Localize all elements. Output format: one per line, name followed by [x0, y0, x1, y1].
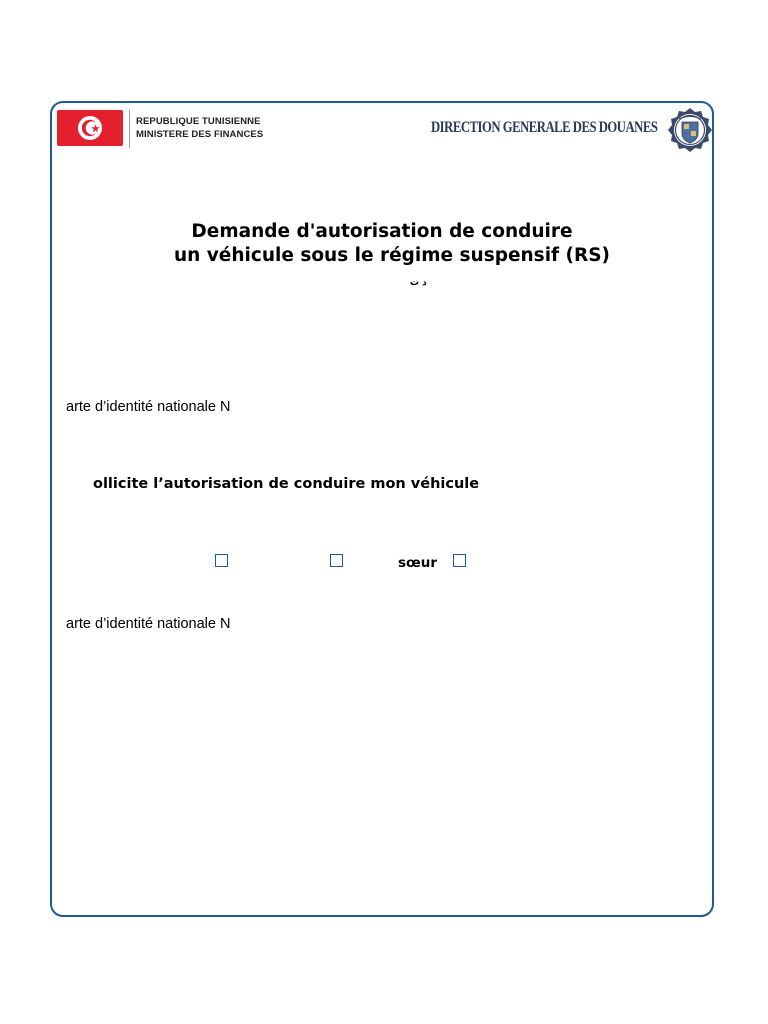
id-card-line-1: arte d’identité nationale N	[66, 399, 231, 415]
form-title-line-1: Demande d'autorisation de conduire	[191, 221, 573, 242]
direction-label: DIRECTION GENERALE DES DOUANES	[431, 119, 658, 136]
id-card-line-2: arte d’identité nationale N	[66, 616, 231, 632]
tunisia-flag-icon	[57, 110, 123, 146]
request-statement: ollicite l’autorisation de conduire mon véhicule	[93, 476, 480, 492]
crescent-star-icon	[57, 110, 123, 146]
relation-checkbox-soeur[interactable]	[453, 554, 466, 567]
header-divider	[129, 110, 130, 148]
ministry-label: MINISTERE DES FINANCES	[136, 129, 264, 140]
relation-checkbox-1[interactable]	[215, 554, 228, 567]
form-title-line-2: un véhicule sous le régime suspensif (RS)	[173, 245, 611, 266]
soeur-label: sœur	[398, 555, 438, 571]
arabic-mark: د ت	[410, 278, 427, 288]
relation-checkbox-2[interactable]	[330, 554, 343, 567]
republic-label: REPUBLIQUE TUNISIENNE	[136, 116, 261, 127]
customs-emblem-icon	[666, 107, 714, 153]
